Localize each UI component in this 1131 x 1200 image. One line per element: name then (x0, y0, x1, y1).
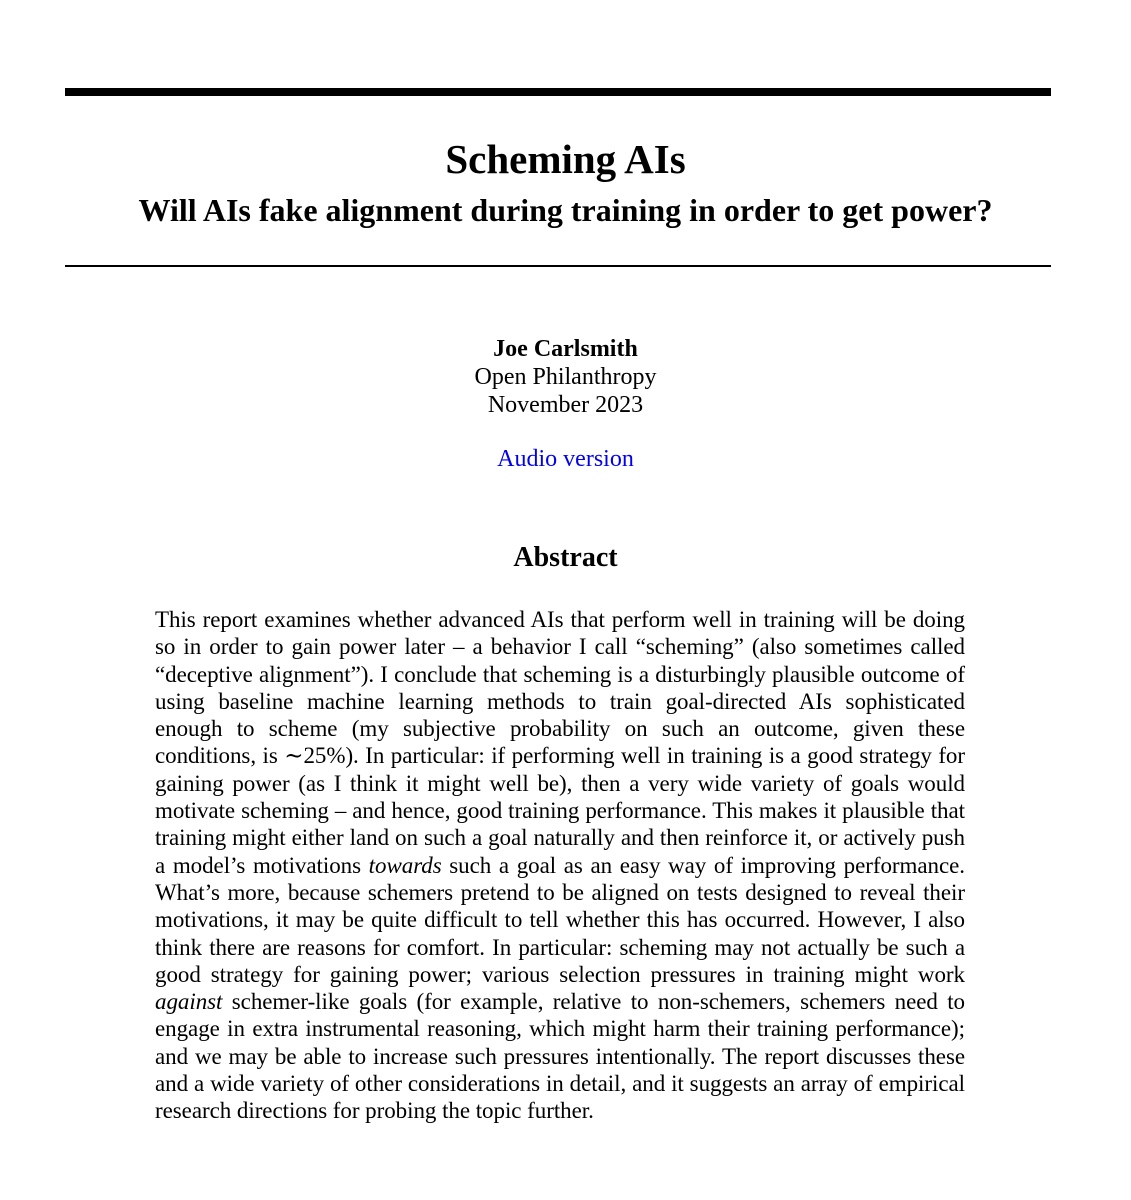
abstract-text (155, 606, 965, 1125)
abstract-emphasis-towards: towards (368, 852, 442, 878)
audio-link-container (0, 444, 1131, 474)
abstract-heading: Abstract (513, 542, 618, 573)
abstract-text-part-2: such a goal as an easy way of improving performance. What’s more, because schemers pretend to be aligned on tests designed to reveal their motivations, it may be quite difficult to tell whether this has occurred. However, I also think there are reasons for comfort. In particular: scheming may not actually be such a good strategy for gaining power; various selection pressures in training might work (155, 852, 965, 987)
abstract-text-part-1: This report examines whether advanced AIs that perform well in training will be doing so in order to gain power later – a behavior I call “scheming” (also sometimes called “deceptive alignment”). I conclude that scheming is a disturbingly plausible outcome of using baseline machine learning methods to train goal-directed AIs sophisticated enough to scheme (my subjective probability on such an outcome, given these conditions, is ∼25%). In particular: if performing well in training is a good strategy for gaining power (as I think it might well be), then a very wide variety of goals would motivate scheming – and hence, good training performance. This makes it plausible that training might either land on such a goal naturally and then reinforce it, or actively push a model’s motivations (155, 607, 965, 878)
audio-version-link[interactable]: Audio version (497, 446, 634, 472)
author-affiliation: Open Philanthropy (474, 364, 657, 390)
paper-title: Scheming AIs (445, 136, 686, 182)
top-rule (65, 88, 1051, 96)
publication-date: November 2023 (487, 392, 644, 418)
title-divider-rule (65, 265, 1051, 267)
paper-subtitle: Will AIs fake alignment during training in order to get power? (138, 192, 993, 228)
author-block (0, 335, 1131, 419)
author-name: Joe Carlsmith (493, 336, 638, 362)
abstract-emphasis-against: against (155, 989, 223, 1015)
abstract-text-part-3: schemer-like goals (for example, relative to non-schemers, schemers need to engage in extra instrumental reasoning, which might harm their training performance); and we may be able to increase such pressures intentionally. The report discusses these and a wide variety of other considerations in detail, and it suggests an array of empirical research directions for probing the topic further. (155, 989, 965, 1124)
